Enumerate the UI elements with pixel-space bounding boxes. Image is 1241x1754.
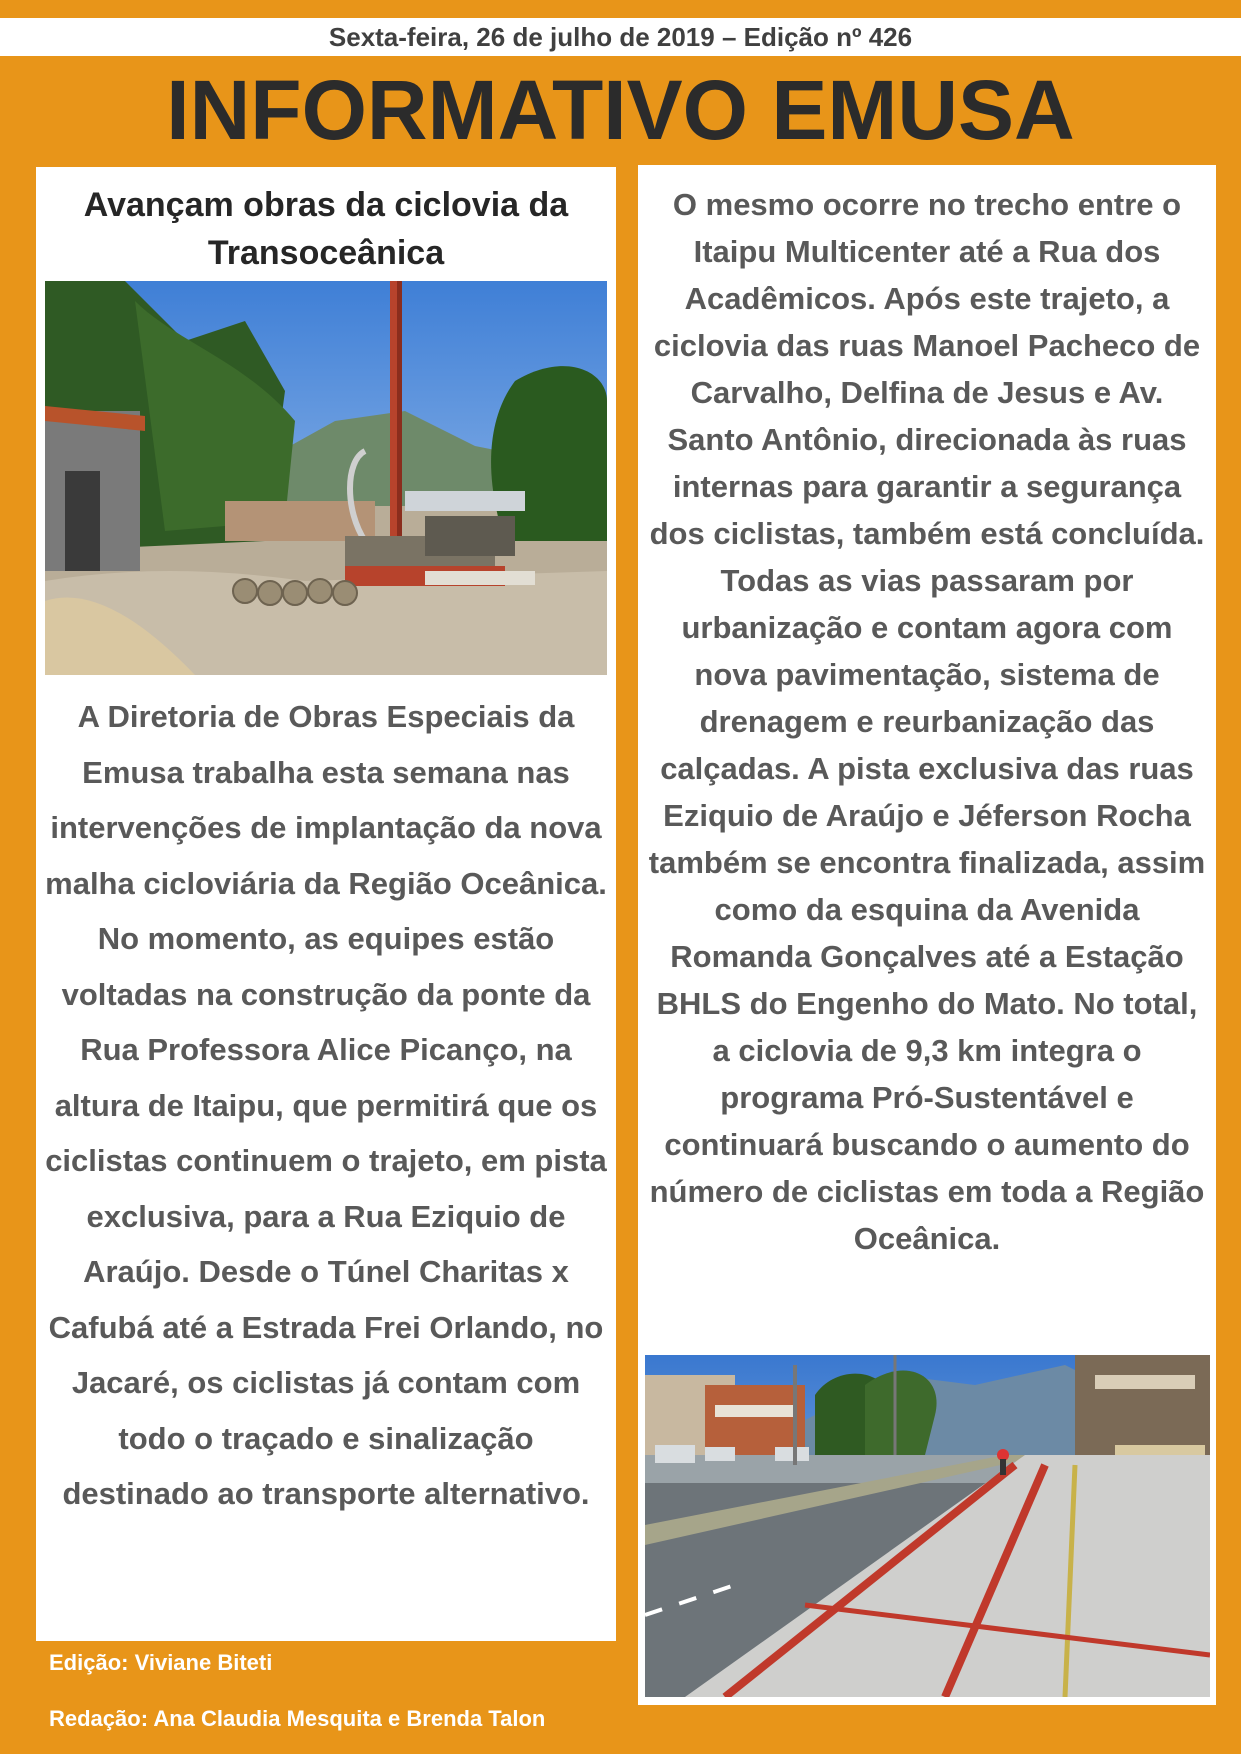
headline-line-1: Avançam obras da ciclovia da xyxy=(83,186,569,224)
article-headline xyxy=(46,181,606,277)
credit-writers: Redação: Ana Claudia Mesquita e Brenda Talon xyxy=(49,1706,546,1731)
dateline: Sexta-feira, 26 de julho de 2019 – Edição nº 426 xyxy=(0,18,1241,56)
headline-line-2: Transoceânica xyxy=(207,234,445,272)
left-column xyxy=(36,167,616,1641)
right-column xyxy=(638,165,1216,1705)
construction-site-photo xyxy=(45,281,607,675)
credit-editor: Edição: Viviane Biteti xyxy=(49,1650,273,1675)
article-body-left: A Diretoria de Obras Especiais da Emusa trabalha esta semana nas intervenções de implantação da nova malha cicloviária da Região Oceânica. No momento, as equipes estão voltadas na construção da ponte da Rua Professora Alice Picanço, na altura de Itaipu, que permitirá que os ciclistas continuem o trajeto, em pista exclusiva, para a Rua Eziquio de Araújo. Desde o Túnel Charitas x Cafubá até a Estrada Frei Orlando, no Jacaré, os ciclistas já contam com todo o traçado e sinalização destinado ao transporte alternativo. xyxy=(45,699,607,1511)
bike-lane-street-photo xyxy=(645,1355,1210,1697)
article-body-right: O mesmo ocorre no trecho entre o Itaipu Multicenter até a Rua dos Acadêmicos. Após este trajeto, a ciclovia das ruas Manoel Pacheco de Carvalho, Delfina de Jesus e Av. Santo Antônio, direcionada às ruas internas para garantir a segurança dos ciclistas, também está concluída. Todas as vias passaram por urbanização e contam agora com nova pavimentação, sistema de drenagem e reurbanização das calçadas. A pista exclusiva das ruas Eziquio de Araújo e Jéferson Rocha também se encontra finalizada, assim como da esquina da Avenida Romanda Gonçalves até a Estação BHLS do Engenho do Mato. No total, a ciclovia de 9,3 km integra o programa Pró-Sustentável e continuará buscando o aumento do número de ciclistas em toda a Região Oceânica. xyxy=(648,187,1206,1256)
masthead-title: INFORMATIVO EMUSA xyxy=(166,63,1075,157)
top-orange-band xyxy=(0,0,1241,18)
